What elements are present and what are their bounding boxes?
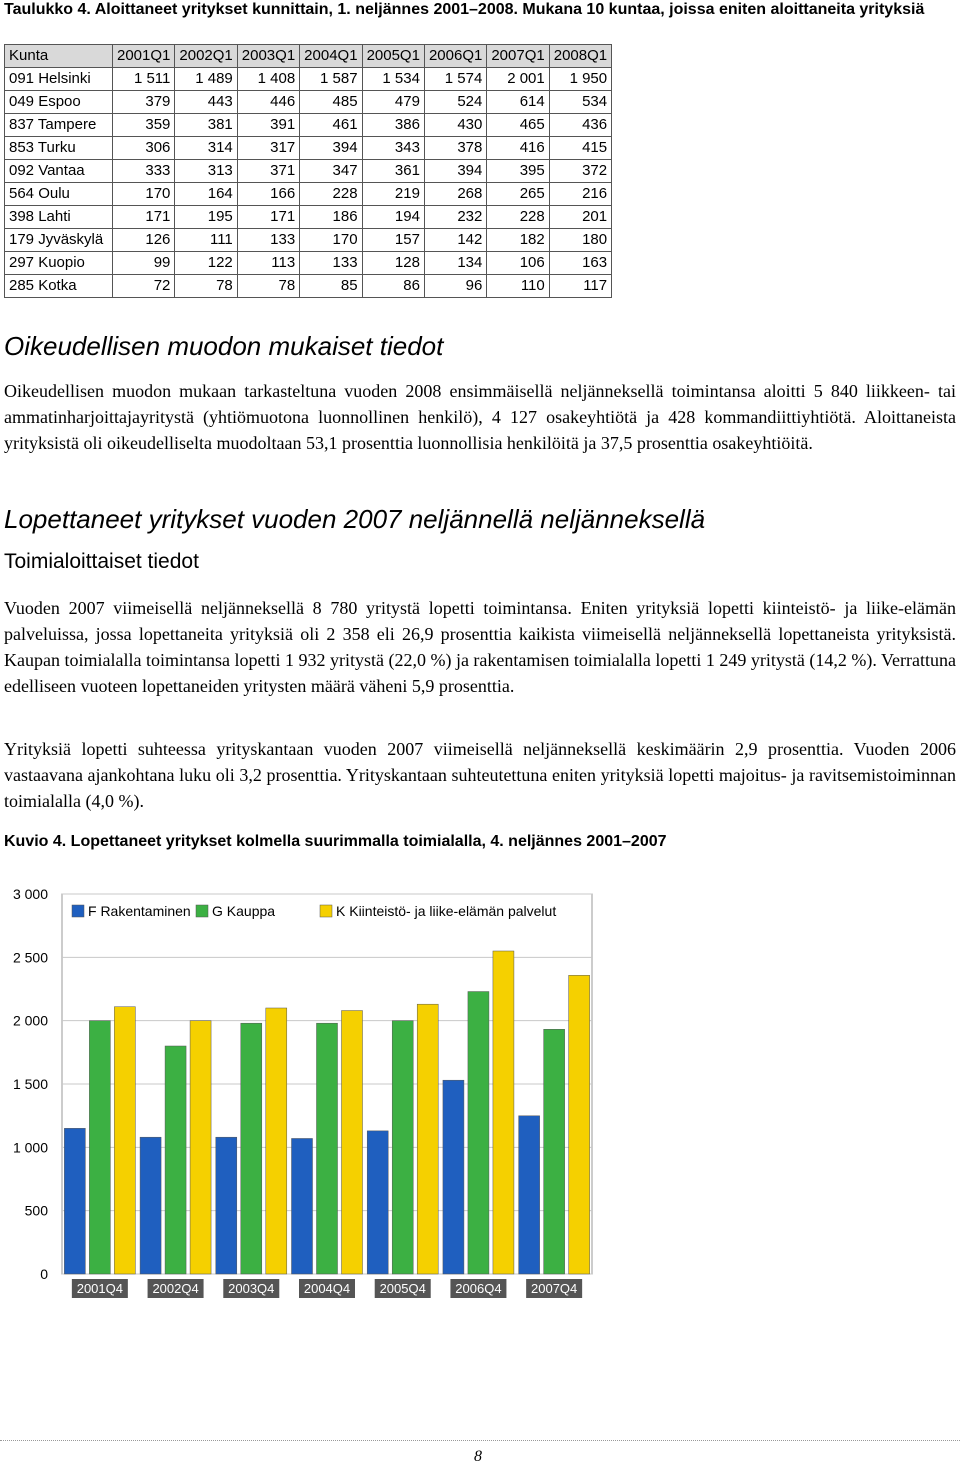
figure-caption: Kuvio 4. Lopettaneet yritykset kolmella suurimmalla toimialalla, 4. neljännes 2001–2007 bbox=[4, 833, 667, 850]
bar bbox=[64, 1128, 85, 1274]
header-cell: 2008Q1 bbox=[549, 45, 611, 68]
value-cell: 1 408 bbox=[237, 68, 299, 91]
table-row bbox=[5, 206, 612, 229]
value-cell: 201 bbox=[549, 206, 611, 229]
value-cell: 186 bbox=[300, 206, 362, 229]
closed-companies-bar-chart bbox=[0, 880, 600, 1310]
bar bbox=[89, 1021, 110, 1274]
header-cell: 2002Q1 bbox=[175, 45, 237, 68]
value-cell: 372 bbox=[549, 160, 611, 183]
value-cell: 359 bbox=[113, 114, 175, 137]
value-cell: 126 bbox=[113, 229, 175, 252]
value-cell: 333 bbox=[113, 160, 175, 183]
footer-divider bbox=[0, 1440, 960, 1441]
section-heading-closed-companies: Lopettaneet yritykset vuoden 2007 neljännellä neljänneksellä bbox=[4, 504, 706, 534]
table-row bbox=[5, 68, 612, 91]
value-cell: 1 587 bbox=[300, 68, 362, 91]
value-cell: 228 bbox=[487, 206, 549, 229]
value-cell: 164 bbox=[175, 183, 237, 206]
municipality-cell: 092 Vantaa bbox=[5, 160, 113, 183]
value-cell: 534 bbox=[549, 91, 611, 114]
paragraph-closed-1: Vuoden 2007 viimeisellä neljänneksellä 8 780 yritystä lopetti toimintansa. Eniten yrityksiä lopetti kiinteistö- ja liike-elämän palveluissa, jossa lopettaneita yrityksiä oli 2 358 eli 26,9 prosenttia kaikista viimeisellä neljänneksellä lopettaneista yrityksistä. Kaupan toimialalla toimintansa lopetti 1 932 yritystä (22,0 %) ja rakentamisen toimialalla lopetti 1 249 yritystä (14,2 %). Verrattuna edelliseen vuoteen lopettaneiden yritysten määrä väheni 5,9 prosenttia. bbox=[4, 598, 956, 696]
value-cell: 416 bbox=[487, 137, 549, 160]
legend-swatch bbox=[72, 905, 84, 917]
y-tick-label: 500 bbox=[24, 1202, 48, 1219]
x-tick-label: 2002Q4 bbox=[152, 1281, 199, 1296]
bar bbox=[216, 1137, 237, 1274]
value-cell: 122 bbox=[175, 252, 237, 275]
municipality-cell: 179 Jyväskylä bbox=[5, 229, 113, 252]
bar bbox=[519, 1116, 540, 1274]
bar bbox=[190, 1021, 211, 1274]
value-cell: 228 bbox=[300, 183, 362, 206]
paragraph-closed-2: Yrityksiä lopetti suhteessa yrityskantaan vuoden 2007 viimeisellä neljänneksellä keskimäärin 2,9 prosenttia. Vuoden 2006 vastaavana ajankohtana luku oli 3,2 prosenttia. Yrityskantaan suhteutettuna eniten yrityksiä lopetti majoitus- ja ravitsemistoiminnan toimialalla (4,0 %). bbox=[4, 739, 956, 811]
bar bbox=[140, 1137, 161, 1274]
bar bbox=[417, 1004, 438, 1274]
value-cell: 170 bbox=[300, 229, 362, 252]
bar bbox=[367, 1131, 388, 1274]
municipality-table bbox=[4, 44, 612, 298]
value-cell: 171 bbox=[113, 206, 175, 229]
header-cell: 2007Q1 bbox=[487, 45, 549, 68]
value-cell: 395 bbox=[487, 160, 549, 183]
header-cell: 2006Q1 bbox=[424, 45, 486, 68]
bar bbox=[544, 1029, 565, 1274]
value-cell: 180 bbox=[549, 229, 611, 252]
legend-label: K Kiinteistö- ja liike-elämän palvelut bbox=[336, 903, 557, 919]
x-tick-label: 2001Q4 bbox=[76, 1281, 123, 1296]
bar bbox=[392, 1021, 413, 1274]
legend-label: F Rakentaminen bbox=[88, 903, 191, 919]
bar bbox=[443, 1080, 464, 1274]
value-cell: 1 511 bbox=[113, 68, 175, 91]
value-cell: 381 bbox=[175, 114, 237, 137]
municipality-cell: 398 Lahti bbox=[5, 206, 113, 229]
value-cell: 134 bbox=[424, 252, 486, 275]
paragraph-legal-form: Oikeudellisen muodon mukaan tarkasteltuna vuoden 2008 ensimmäisellä neljänneksellä toimintansa aloitti 5 840 liikkeen- tai ammatinharjoittajayritystä (yhtiömuotona luonnollinen henkilö), 4 127 osakeyhtiötä ja 428 kommandiittiyhtiötä. Aloittaneista yrityksistä oli oikeudelliselta muodoltaan 53,1 prosenttia luonnollisia henkilöitä ja 37,5 prosenttia osakeyhtiöitä. bbox=[4, 381, 956, 453]
bar bbox=[342, 1011, 363, 1274]
municipality-cell: 091 Helsinki bbox=[5, 68, 113, 91]
value-cell: 524 bbox=[424, 91, 486, 114]
value-cell: 171 bbox=[237, 206, 299, 229]
value-cell: 117 bbox=[549, 275, 611, 298]
value-cell: 465 bbox=[487, 114, 549, 137]
value-cell: 78 bbox=[175, 275, 237, 298]
value-cell: 443 bbox=[175, 91, 237, 114]
value-cell: 2 001 bbox=[487, 68, 549, 91]
header-cell: 2003Q1 bbox=[237, 45, 299, 68]
value-cell: 436 bbox=[549, 114, 611, 137]
value-cell: 415 bbox=[549, 137, 611, 160]
municipality-cell: 285 Kotka bbox=[5, 275, 113, 298]
x-tick-label: 2006Q4 bbox=[455, 1281, 502, 1296]
municipality-cell: 837 Tampere bbox=[5, 114, 113, 137]
y-tick-label: 0 bbox=[40, 1266, 48, 1282]
value-cell: 430 bbox=[424, 114, 486, 137]
value-cell: 391 bbox=[237, 114, 299, 137]
value-cell: 378 bbox=[424, 137, 486, 160]
y-tick-label: 2 000 bbox=[12, 1012, 48, 1029]
value-cell: 347 bbox=[300, 160, 362, 183]
table-row bbox=[5, 275, 612, 298]
value-cell: 133 bbox=[300, 252, 362, 275]
value-cell: 170 bbox=[113, 183, 175, 206]
value-cell: 219 bbox=[362, 183, 424, 206]
bar bbox=[165, 1046, 186, 1274]
value-cell: 157 bbox=[362, 229, 424, 252]
header-cell: Kunta bbox=[5, 45, 113, 68]
table-body bbox=[5, 68, 612, 298]
value-cell: 163 bbox=[549, 252, 611, 275]
value-cell: 166 bbox=[237, 183, 299, 206]
header-cell: 2001Q1 bbox=[113, 45, 175, 68]
bar bbox=[317, 1023, 338, 1274]
legend-swatch bbox=[196, 905, 208, 917]
value-cell: 85 bbox=[300, 275, 362, 298]
table-row bbox=[5, 160, 612, 183]
municipality-cell: 297 Kuopio bbox=[5, 252, 113, 275]
value-cell: 317 bbox=[237, 137, 299, 160]
bar bbox=[266, 1008, 287, 1274]
x-tick-label: 2003Q4 bbox=[228, 1281, 275, 1296]
value-cell: 446 bbox=[237, 91, 299, 114]
value-cell: 386 bbox=[362, 114, 424, 137]
municipality-cell: 049 Espoo bbox=[5, 91, 113, 114]
value-cell: 371 bbox=[237, 160, 299, 183]
table-row bbox=[5, 183, 612, 206]
value-cell: 265 bbox=[487, 183, 549, 206]
value-cell: 314 bbox=[175, 137, 237, 160]
value-cell: 110 bbox=[487, 275, 549, 298]
bar bbox=[493, 951, 514, 1274]
bar bbox=[241, 1023, 262, 1274]
value-cell: 182 bbox=[487, 229, 549, 252]
x-axis-labels bbox=[72, 1279, 582, 1298]
value-cell: 379 bbox=[113, 91, 175, 114]
bar bbox=[114, 1007, 135, 1274]
value-cell: 394 bbox=[424, 160, 486, 183]
y-tick-label: 2 500 bbox=[12, 949, 48, 966]
table-row bbox=[5, 114, 612, 137]
value-cell: 1 489 bbox=[175, 68, 237, 91]
value-cell: 78 bbox=[237, 275, 299, 298]
subheading-industry-data: Toimialoittaiset tiedot bbox=[4, 550, 199, 573]
municipality-cell: 564 Oulu bbox=[5, 183, 113, 206]
x-tick-label: 2004Q4 bbox=[303, 1281, 351, 1296]
y-tick-label: 3 000 bbox=[12, 886, 48, 902]
x-tick-label: 2005Q4 bbox=[379, 1281, 426, 1296]
value-cell: 1 574 bbox=[424, 68, 486, 91]
y-tick-label: 1 000 bbox=[12, 1139, 48, 1156]
y-tick-label: 1 500 bbox=[12, 1076, 48, 1092]
bar bbox=[569, 975, 590, 1274]
table-row bbox=[5, 137, 612, 160]
value-cell: 361 bbox=[362, 160, 424, 183]
value-cell: 485 bbox=[300, 91, 362, 114]
value-cell: 306 bbox=[113, 137, 175, 160]
value-cell: 194 bbox=[362, 206, 424, 229]
table-row bbox=[5, 252, 612, 275]
value-cell: 99 bbox=[113, 252, 175, 275]
value-cell: 461 bbox=[300, 114, 362, 137]
table-row bbox=[5, 91, 612, 114]
table-row bbox=[5, 229, 612, 252]
municipality-cell: 853 Turku bbox=[5, 137, 113, 160]
y-axis-ticks bbox=[13, 886, 48, 1282]
value-cell: 1 534 bbox=[362, 68, 424, 91]
value-cell: 614 bbox=[487, 91, 549, 114]
value-cell: 96 bbox=[424, 275, 486, 298]
value-cell: 313 bbox=[175, 160, 237, 183]
table-header-row bbox=[5, 45, 612, 68]
legend-label: G Kauppa bbox=[212, 903, 276, 919]
x-tick-label: 2007Q4 bbox=[531, 1281, 578, 1296]
value-cell: 113 bbox=[237, 252, 299, 275]
table-caption: Taulukko 4. Aloittaneet yritykset kunnittain, 1. neljännes 2001–2008. Mukana 10 kuntaa, joissa eniten aloittaneita yrityksiä bbox=[4, 1, 925, 18]
municipality-table-wrapper bbox=[4, 44, 612, 298]
value-cell: 128 bbox=[362, 252, 424, 275]
value-cell: 142 bbox=[424, 229, 486, 252]
header-cell: 2004Q1 bbox=[300, 45, 362, 68]
value-cell: 72 bbox=[113, 275, 175, 298]
value-cell: 1 950 bbox=[549, 68, 611, 91]
legend-swatch bbox=[320, 905, 332, 917]
page-number: 8 bbox=[474, 1448, 482, 1465]
value-cell: 394 bbox=[300, 137, 362, 160]
bar bbox=[292, 1138, 313, 1274]
value-cell: 343 bbox=[362, 137, 424, 160]
bar bbox=[468, 992, 489, 1274]
value-cell: 268 bbox=[424, 183, 486, 206]
value-cell: 111 bbox=[175, 229, 237, 252]
value-cell: 86 bbox=[362, 275, 424, 298]
value-cell: 232 bbox=[424, 206, 486, 229]
header-cell: 2005Q1 bbox=[362, 45, 424, 68]
value-cell: 195 bbox=[175, 206, 237, 229]
value-cell: 479 bbox=[362, 91, 424, 114]
section-heading-legal-form: Oikeudellisen muodon mukaiset tiedot bbox=[4, 331, 444, 361]
value-cell: 133 bbox=[237, 229, 299, 252]
value-cell: 106 bbox=[487, 252, 549, 275]
value-cell: 216 bbox=[549, 183, 611, 206]
